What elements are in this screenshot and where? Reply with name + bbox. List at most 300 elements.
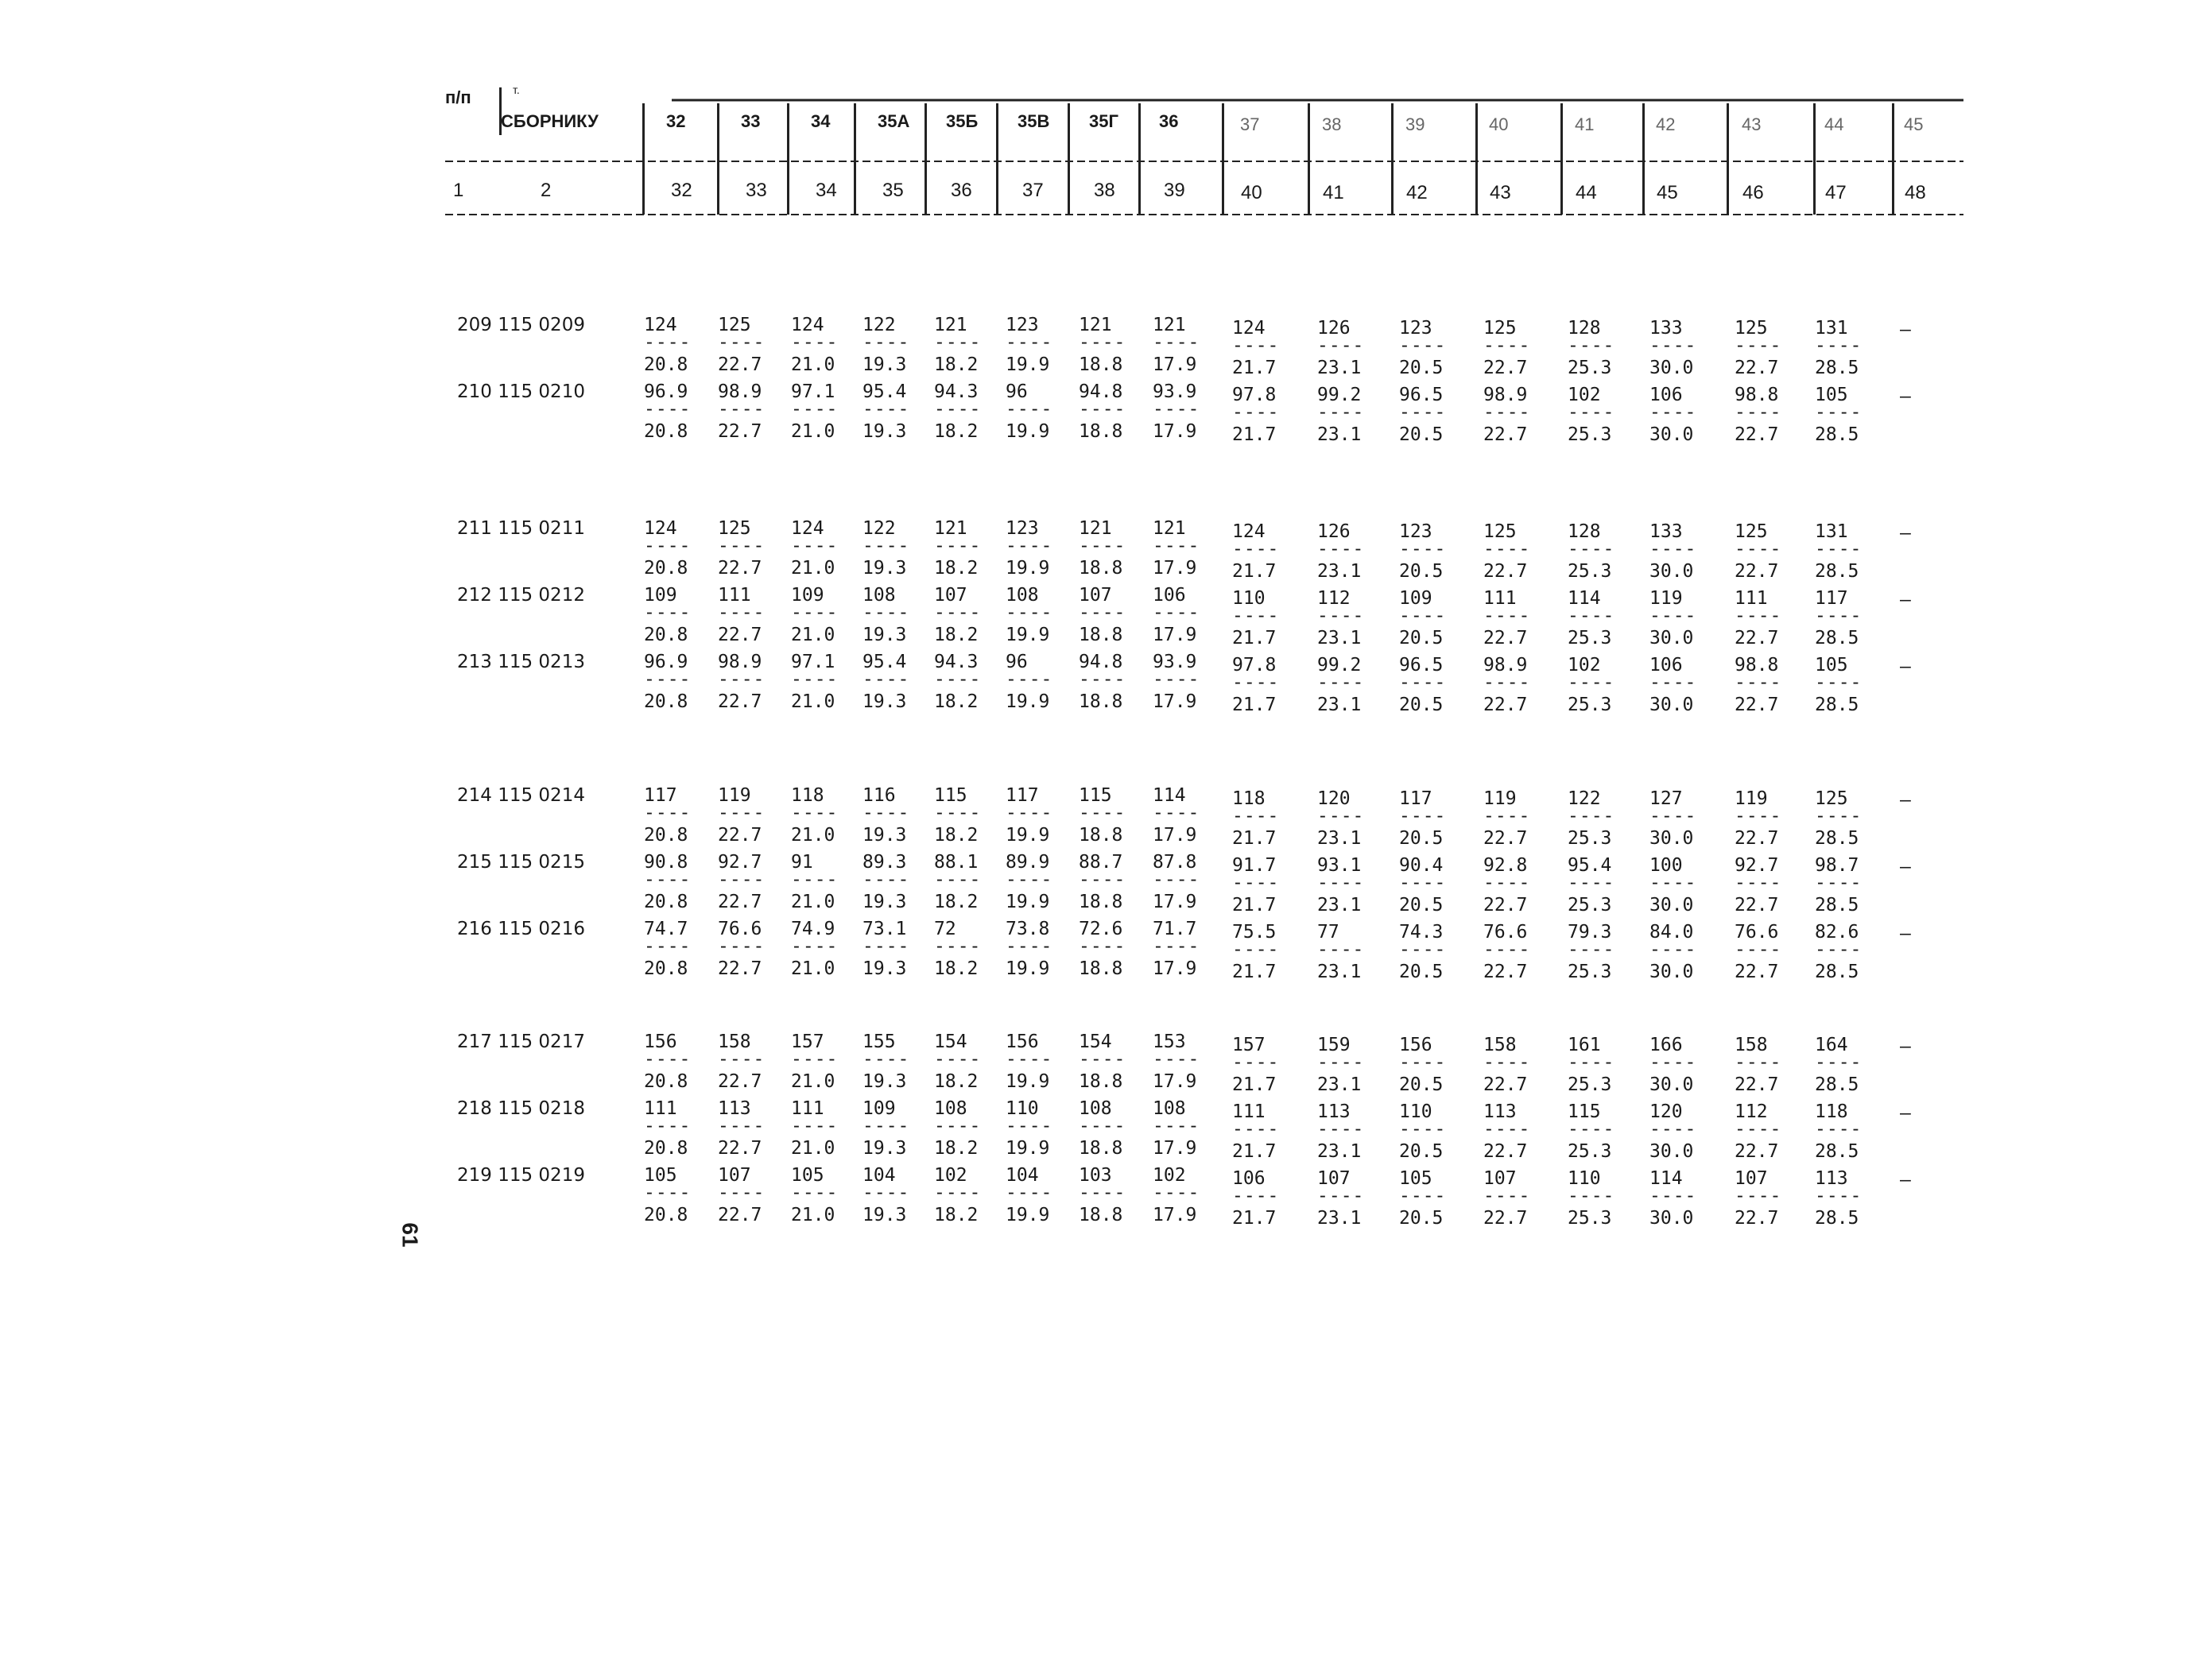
value-cell: 102 xyxy=(1568,655,1601,675)
row-end-mark: – xyxy=(1900,790,1911,811)
fraction-line: ---- xyxy=(1232,873,1280,893)
value-cell: 158 xyxy=(1735,1035,1768,1055)
base-value-cell: 19.3 xyxy=(862,892,907,912)
header-code: 37 xyxy=(1240,114,1260,134)
fraction-line: ---- xyxy=(1153,536,1200,556)
base-value-cell: 20.8 xyxy=(644,691,688,712)
value-cell: 107 xyxy=(1735,1168,1768,1189)
base-value-cell: 19.9 xyxy=(1006,625,1050,645)
base-value-cell: 19.3 xyxy=(862,958,907,979)
fraction-line: ---- xyxy=(791,1049,839,1070)
base-value-cell: 19.3 xyxy=(862,1071,907,1092)
value-cell: 115 xyxy=(1568,1101,1601,1122)
fraction-line: ---- xyxy=(791,602,839,623)
fraction-line: ---- xyxy=(1317,335,1365,356)
base-value-cell: 20.5 xyxy=(1399,358,1444,378)
value-cell: 107 xyxy=(1079,585,1112,606)
fraction-line: ---- xyxy=(1649,1186,1697,1206)
fraction-line: ---- xyxy=(1815,402,1863,423)
fraction-line: ---- xyxy=(1317,1052,1365,1073)
header-column-number: 47 xyxy=(1825,182,1847,203)
fraction-line: ---- xyxy=(1079,869,1126,890)
fraction-line: ---- xyxy=(1483,1186,1531,1206)
value-cell: 105 xyxy=(644,1165,677,1186)
fraction-line: ---- xyxy=(1568,606,1615,626)
value-cell: 119 xyxy=(1649,588,1683,609)
header-column-number: 41 xyxy=(1323,182,1344,203)
value-cell: 125 xyxy=(1735,521,1768,542)
header-code: 35В xyxy=(1018,111,1050,131)
fraction-line: ---- xyxy=(1568,1119,1615,1140)
value-cell: 97.8 xyxy=(1232,385,1277,405)
base-value-cell: 18.8 xyxy=(1079,958,1123,979)
value-cell: 97.1 xyxy=(791,652,835,672)
value-cell: 156 xyxy=(1399,1035,1432,1055)
header-column-number: 39 xyxy=(1164,180,1185,201)
fraction-line: ---- xyxy=(1568,335,1615,356)
base-value-cell: 18.2 xyxy=(934,825,979,846)
value-cell: 164 xyxy=(1815,1035,1848,1055)
fraction-line: ---- xyxy=(1153,936,1200,957)
value-cell: 89.9 xyxy=(1006,852,1050,873)
header-column-number: 38 xyxy=(1094,180,1115,201)
base-value-cell: 20.8 xyxy=(644,825,688,846)
value-cell: 110 xyxy=(1399,1101,1432,1122)
value-cell: 73.8 xyxy=(1006,919,1050,939)
base-value-cell: 28.5 xyxy=(1815,1208,1859,1229)
value-cell: 71.7 xyxy=(1153,919,1197,939)
value-cell: 155 xyxy=(862,1032,896,1052)
fraction-line: ---- xyxy=(1815,335,1863,356)
fraction-line: ---- xyxy=(1006,536,1053,556)
base-value-cell: 22.7 xyxy=(718,825,762,846)
value-cell: 125 xyxy=(1735,318,1768,339)
fraction-line: ---- xyxy=(1399,873,1447,893)
base-value-cell: 19.3 xyxy=(862,691,907,712)
base-value-cell: 22.7 xyxy=(1735,424,1779,445)
base-value-cell: 21.7 xyxy=(1232,424,1277,445)
fraction-line: ---- xyxy=(1815,939,1863,960)
value-cell: 123 xyxy=(1399,318,1432,339)
header-column-number: 36 xyxy=(951,180,972,201)
fraction-line: ---- xyxy=(1232,1186,1280,1206)
header-column-number: 33 xyxy=(746,180,767,201)
row-id: 210 115 0210 xyxy=(457,381,585,402)
fraction-line: ---- xyxy=(1232,672,1280,693)
value-cell: 105 xyxy=(1399,1168,1432,1189)
fraction-line: ---- xyxy=(1483,335,1531,356)
value-cell: 91 xyxy=(791,852,813,873)
fraction-line: ---- xyxy=(644,536,692,556)
base-value-cell: 17.9 xyxy=(1153,691,1197,712)
base-value-cell: 20.8 xyxy=(644,625,688,645)
fraction-line: ---- xyxy=(644,803,692,823)
value-cell: 74.7 xyxy=(644,919,688,939)
base-value-cell: 21.7 xyxy=(1232,695,1277,715)
row-end-mark: – xyxy=(1900,319,1911,340)
value-cell: 113 xyxy=(1483,1101,1517,1122)
value-cell: 98.8 xyxy=(1735,655,1779,675)
value-cell: 131 xyxy=(1815,318,1848,339)
base-value-cell: 21.7 xyxy=(1232,358,1277,378)
value-cell: 105 xyxy=(1815,655,1848,675)
fraction-line: ---- xyxy=(1079,936,1126,957)
base-value-cell: 21.7 xyxy=(1232,895,1277,915)
base-value-cell: 23.1 xyxy=(1317,695,1362,715)
fraction-line: ---- xyxy=(862,936,910,957)
base-value-cell: 25.3 xyxy=(1568,695,1612,715)
base-value-cell: 22.7 xyxy=(718,558,762,579)
header-code: 41 xyxy=(1575,114,1595,134)
base-value-cell: 21.0 xyxy=(791,421,835,442)
fraction-line: ---- xyxy=(791,803,839,823)
fraction-line: ---- xyxy=(644,669,692,690)
fraction-line: ---- xyxy=(1483,402,1531,423)
value-cell: 102 xyxy=(1568,385,1601,405)
row-end-mark: – xyxy=(1900,656,1911,677)
value-cell: 99.2 xyxy=(1317,655,1362,675)
fraction-line: ---- xyxy=(1649,672,1697,693)
base-value-cell: 19.9 xyxy=(1006,558,1050,579)
fraction-line: ---- xyxy=(1006,1183,1053,1203)
fraction-line: ---- xyxy=(1006,669,1053,690)
value-cell: 92.7 xyxy=(1735,855,1779,876)
value-cell: 94.8 xyxy=(1079,652,1123,672)
value-cell: 109 xyxy=(644,585,677,606)
fraction-line: ---- xyxy=(1153,1116,1200,1136)
value-cell: 157 xyxy=(791,1032,824,1052)
value-cell: 124 xyxy=(791,315,824,335)
fraction-line: ---- xyxy=(718,1183,766,1203)
header-column-number: 32 xyxy=(671,180,692,201)
value-cell: 157 xyxy=(1232,1035,1266,1055)
value-cell: 116 xyxy=(862,785,896,806)
fraction-line: ---- xyxy=(1735,672,1782,693)
fraction-line: ---- xyxy=(1317,672,1365,693)
value-cell: 92.8 xyxy=(1483,855,1528,876)
row-end-mark: – xyxy=(1900,923,1911,944)
value-cell: 159 xyxy=(1317,1035,1351,1055)
base-value-cell: 19.9 xyxy=(1006,1205,1050,1225)
base-value-cell: 22.7 xyxy=(1483,895,1528,915)
fraction-line: ---- xyxy=(1568,539,1615,559)
base-value-cell: 30.0 xyxy=(1649,828,1694,849)
base-value-cell: 20.5 xyxy=(1399,561,1444,582)
value-cell: 105 xyxy=(1815,385,1848,405)
value-cell: 127 xyxy=(1649,788,1683,809)
header-code: 43 xyxy=(1742,114,1762,134)
fraction-line: ---- xyxy=(1649,1119,1697,1140)
base-value-cell: 18.8 xyxy=(1079,825,1123,846)
fraction-line: ---- xyxy=(1735,1052,1782,1073)
fraction-line: ---- xyxy=(1079,602,1126,623)
fraction-line: ---- xyxy=(1079,803,1126,823)
header-column-number: 44 xyxy=(1576,182,1597,203)
base-value-cell: 22.7 xyxy=(1483,828,1528,849)
value-cell: 93.9 xyxy=(1153,381,1197,402)
value-cell: 126 xyxy=(1317,318,1351,339)
fraction-line: ---- xyxy=(1649,1052,1697,1073)
fraction-line: ---- xyxy=(1153,1049,1200,1070)
value-cell: 106 xyxy=(1649,385,1683,405)
base-value-cell: 20.8 xyxy=(644,892,688,912)
fraction-line: ---- xyxy=(1649,335,1697,356)
fraction-line: ---- xyxy=(934,399,982,420)
base-value-cell: 19.9 xyxy=(1006,691,1050,712)
fraction-line: ---- xyxy=(791,332,839,353)
base-value-cell: 18.2 xyxy=(934,691,979,712)
base-value-cell: 30.0 xyxy=(1649,895,1694,915)
base-value-cell: 21.0 xyxy=(791,625,835,645)
fraction-line: ---- xyxy=(1153,669,1200,690)
base-value-cell: 17.9 xyxy=(1153,354,1197,375)
value-cell: 113 xyxy=(1317,1101,1351,1122)
base-value-cell: 30.0 xyxy=(1649,358,1694,378)
fraction-line: ---- xyxy=(1232,335,1280,356)
fraction-line: ---- xyxy=(1232,539,1280,559)
value-cell: 94.3 xyxy=(934,652,979,672)
base-value-cell: 22.7 xyxy=(1483,1141,1528,1162)
base-value-cell: 22.7 xyxy=(1483,424,1528,445)
fraction-line: ---- xyxy=(862,1116,910,1136)
value-cell: 108 xyxy=(862,585,896,606)
fraction-line: ---- xyxy=(718,936,766,957)
fraction-line: ---- xyxy=(1006,602,1053,623)
value-cell: 154 xyxy=(1079,1032,1112,1052)
fraction-line: ---- xyxy=(1399,606,1447,626)
base-value-cell: 22.7 xyxy=(718,1138,762,1159)
row-id: 211 115 0211 xyxy=(457,518,585,539)
header-column-number: 48 xyxy=(1905,182,1926,203)
base-value-cell: 18.2 xyxy=(934,1205,979,1225)
value-cell: 97.8 xyxy=(1232,655,1277,675)
fraction-line: ---- xyxy=(718,669,766,690)
base-value-cell: 28.5 xyxy=(1815,962,1859,982)
base-value-cell: 30.0 xyxy=(1649,962,1694,982)
base-value-cell: 18.8 xyxy=(1079,1205,1123,1225)
row-id: 212 115 0212 xyxy=(457,585,585,606)
value-cell: 125 xyxy=(1483,318,1517,339)
value-cell: 123 xyxy=(1399,521,1432,542)
value-cell: 121 xyxy=(1079,518,1112,539)
fraction-line: ---- xyxy=(1399,1052,1447,1073)
value-cell: 112 xyxy=(1317,588,1351,609)
fraction-line: ---- xyxy=(1317,539,1365,559)
value-cell: 114 xyxy=(1153,785,1186,806)
base-value-cell: 17.9 xyxy=(1153,625,1197,645)
base-value-cell: 22.7 xyxy=(718,892,762,912)
base-value-cell: 23.1 xyxy=(1317,1074,1362,1095)
value-cell: 96 xyxy=(1006,381,1028,402)
base-value-cell: 22.7 xyxy=(1735,1208,1779,1229)
fraction-line: ---- xyxy=(1399,806,1447,826)
value-cell: 107 xyxy=(718,1165,751,1186)
fraction-line: ---- xyxy=(1735,335,1782,356)
fraction-line: ---- xyxy=(1006,936,1053,957)
base-value-cell: 20.5 xyxy=(1399,895,1444,915)
value-cell: 103 xyxy=(1079,1165,1112,1186)
fraction-line: ---- xyxy=(644,1116,692,1136)
fraction-line: ---- xyxy=(1735,402,1782,423)
base-value-cell: 18.8 xyxy=(1079,1138,1123,1159)
base-value-cell: 22.7 xyxy=(718,1071,762,1092)
base-value-cell: 19.9 xyxy=(1006,1071,1050,1092)
fraction-line: ---- xyxy=(791,936,839,957)
base-value-cell: 22.7 xyxy=(1735,1074,1779,1095)
fraction-line: ---- xyxy=(862,669,910,690)
header-column-number: 46 xyxy=(1742,182,1764,203)
base-value-cell: 22.7 xyxy=(1483,695,1528,715)
value-cell: 76.6 xyxy=(718,919,762,939)
value-cell: 158 xyxy=(1483,1035,1517,1055)
base-value-cell: 19.3 xyxy=(862,558,907,579)
header-column-number: 37 xyxy=(1022,180,1044,201)
base-value-cell: 22.7 xyxy=(1735,695,1779,715)
base-value-cell: 21.7 xyxy=(1232,561,1277,582)
fraction-line: ---- xyxy=(1317,1186,1365,1206)
base-value-cell: 22.7 xyxy=(718,354,762,375)
base-value-cell: 22.7 xyxy=(718,691,762,712)
base-value-cell: 20.5 xyxy=(1399,424,1444,445)
base-value-cell: 18.2 xyxy=(934,1071,979,1092)
fraction-line: ---- xyxy=(862,536,910,556)
base-value-cell: 19.3 xyxy=(862,354,907,375)
value-cell: 166 xyxy=(1649,1035,1683,1055)
fraction-line: ---- xyxy=(1735,606,1782,626)
value-cell: 133 xyxy=(1649,521,1683,542)
base-value-cell: 25.3 xyxy=(1568,1208,1612,1229)
base-value-cell: 22.7 xyxy=(1735,628,1779,648)
fraction-line: ---- xyxy=(791,669,839,690)
fraction-line: ---- xyxy=(1006,332,1053,353)
fraction-line: ---- xyxy=(1232,606,1280,626)
fraction-line: ---- xyxy=(862,803,910,823)
fraction-line: ---- xyxy=(1232,939,1280,960)
value-cell: 114 xyxy=(1568,588,1601,609)
value-cell: 75.5 xyxy=(1232,922,1277,943)
value-cell: 118 xyxy=(1815,1101,1848,1122)
value-cell: 121 xyxy=(1153,315,1186,335)
header-code: 35А xyxy=(878,111,910,131)
base-value-cell: 23.1 xyxy=(1317,628,1362,648)
header-column-number: 42 xyxy=(1406,182,1428,203)
value-cell: 108 xyxy=(1153,1098,1186,1119)
fraction-line: ---- xyxy=(1815,806,1863,826)
fraction-line: ---- xyxy=(1815,1119,1863,1140)
value-cell: 125 xyxy=(1483,521,1517,542)
header-column-number: 43 xyxy=(1490,182,1511,203)
fraction-line: ---- xyxy=(1399,402,1447,423)
fraction-line: ---- xyxy=(1232,1052,1280,1073)
fraction-line: ---- xyxy=(1735,873,1782,893)
fraction-line: ---- xyxy=(934,803,982,823)
row-end-mark: – xyxy=(1900,857,1911,877)
value-cell: 84.0 xyxy=(1649,922,1694,943)
header-mark: т. xyxy=(513,83,520,96)
base-value-cell: 23.1 xyxy=(1317,424,1362,445)
value-cell: 107 xyxy=(1483,1168,1517,1189)
value-cell: 91.7 xyxy=(1232,855,1277,876)
value-cell: 120 xyxy=(1649,1101,1683,1122)
value-cell: 107 xyxy=(934,585,967,606)
base-value-cell: 30.0 xyxy=(1649,1074,1694,1095)
fraction-line: ---- xyxy=(934,1183,982,1203)
base-value-cell: 19.9 xyxy=(1006,825,1050,846)
base-value-cell: 21.0 xyxy=(791,1205,835,1225)
fraction-line: ---- xyxy=(934,936,982,957)
fraction-line: ---- xyxy=(1568,1052,1615,1073)
header-code: 40 xyxy=(1489,114,1509,134)
base-value-cell: 17.9 xyxy=(1153,558,1197,579)
base-value-cell: 20.5 xyxy=(1399,1141,1444,1162)
fraction-line: ---- xyxy=(791,399,839,420)
fraction-line: ---- xyxy=(1317,1119,1365,1140)
base-value-cell: 22.7 xyxy=(1483,1208,1528,1229)
fraction-line: ---- xyxy=(1079,1183,1126,1203)
base-value-cell: 21.7 xyxy=(1232,1074,1277,1095)
base-value-cell: 18.2 xyxy=(934,892,979,912)
fraction-line: ---- xyxy=(1317,806,1365,826)
value-cell: 98.8 xyxy=(1735,385,1779,405)
base-value-cell: 20.8 xyxy=(644,421,688,442)
value-cell: 90.8 xyxy=(644,852,688,873)
fraction-line: ---- xyxy=(934,669,982,690)
header-code: 33 xyxy=(741,111,761,131)
base-value-cell: 21.0 xyxy=(791,558,835,579)
value-cell: 98.9 xyxy=(718,652,762,672)
row-id: 218 115 0218 xyxy=(457,1098,585,1119)
base-value-cell: 30.0 xyxy=(1649,695,1694,715)
base-value-cell: 20.5 xyxy=(1399,962,1444,982)
value-cell: 125 xyxy=(1815,788,1848,809)
base-value-cell: 19.9 xyxy=(1006,958,1050,979)
fraction-line: ---- xyxy=(791,1116,839,1136)
fraction-line: ---- xyxy=(934,869,982,890)
base-value-cell: 19.9 xyxy=(1006,354,1050,375)
base-value-cell: 22.7 xyxy=(1483,628,1528,648)
column-number-1: 1 xyxy=(453,180,464,201)
value-cell: 123 xyxy=(1006,518,1039,539)
value-cell: 104 xyxy=(1006,1165,1039,1186)
value-cell: 123 xyxy=(1006,315,1039,335)
fraction-line: ---- xyxy=(1649,402,1697,423)
value-cell: 121 xyxy=(1153,518,1186,539)
base-value-cell: 21.7 xyxy=(1232,828,1277,849)
base-value-cell: 20.5 xyxy=(1399,695,1444,715)
fraction-line: ---- xyxy=(1079,399,1126,420)
value-cell: 117 xyxy=(1815,588,1848,609)
value-cell: 122 xyxy=(862,518,896,539)
fraction-line: ---- xyxy=(862,1049,910,1070)
base-value-cell: 28.5 xyxy=(1815,828,1859,849)
fraction-line: ---- xyxy=(1153,803,1200,823)
value-cell: 111 xyxy=(1735,588,1768,609)
base-value-cell: 22.7 xyxy=(1735,1141,1779,1162)
base-value-cell: 23.1 xyxy=(1317,895,1362,915)
fraction-line: ---- xyxy=(1079,1116,1126,1136)
fraction-line: ---- xyxy=(1399,335,1447,356)
base-value-cell: 20.8 xyxy=(644,1138,688,1159)
fraction-line: ---- xyxy=(1815,873,1863,893)
base-value-cell: 18.8 xyxy=(1079,625,1123,645)
fraction-line: ---- xyxy=(791,869,839,890)
base-value-cell: 22.7 xyxy=(1483,358,1528,378)
fraction-line: ---- xyxy=(1568,402,1615,423)
fraction-line: ---- xyxy=(862,602,910,623)
base-value-cell: 18.8 xyxy=(1079,354,1123,375)
fraction-line: ---- xyxy=(1649,939,1697,960)
base-value-cell: 21.0 xyxy=(791,691,835,712)
